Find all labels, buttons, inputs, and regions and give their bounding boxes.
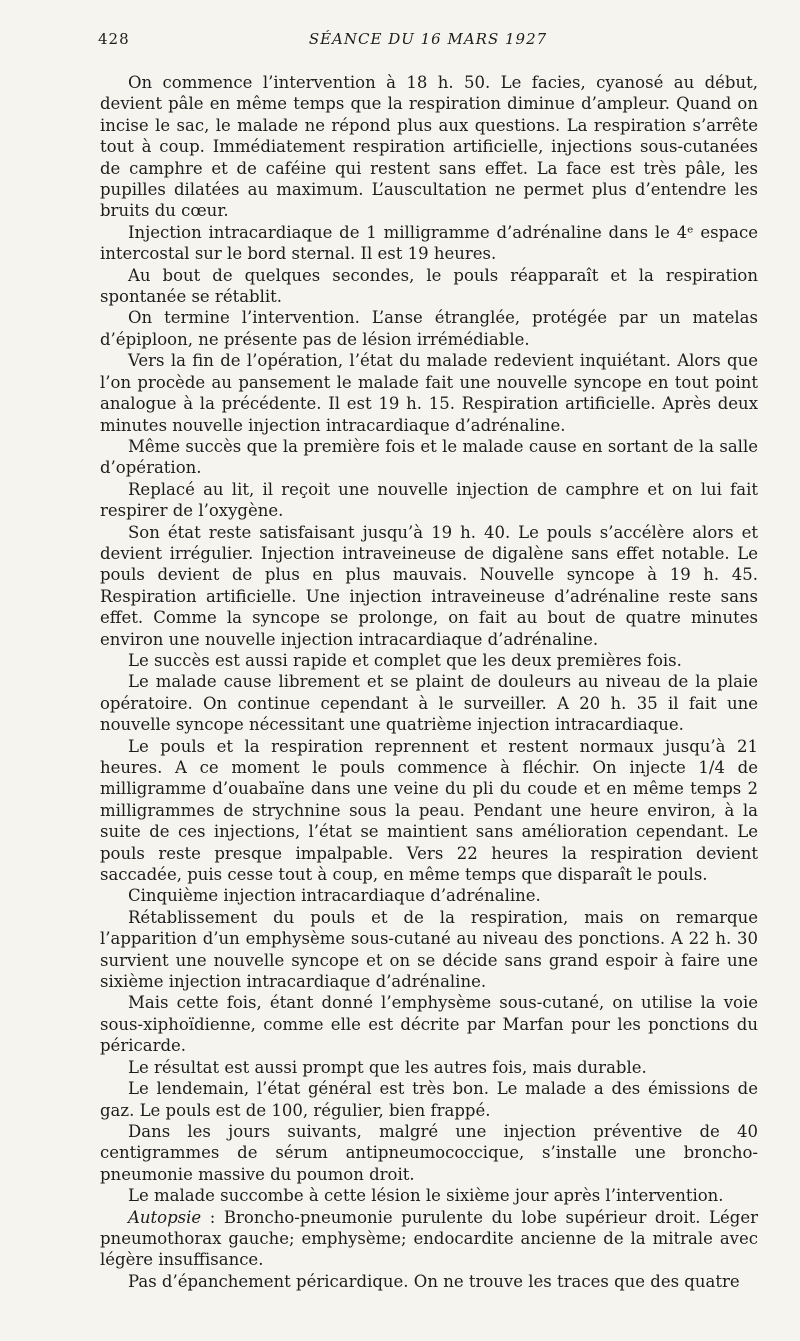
paragraph: Au bout de quelques secondes, le pouls réapparaît et la respiration spontanée se rétablit. xyxy=(100,265,758,307)
autopsy-paragraph xyxy=(100,1207,758,1271)
page-header xyxy=(98,30,758,52)
paragraph: Son état reste satisfaisant jusqu’à 19 h. 40. Le pouls s’accélère alors et devient irrégulier. Injection intraveineuse de digalène sans effet notable. Le pouls devient de plus en plus mauvais. Nouvelle syncope à 19 h. 45. Respiration artificielle. Une injection intraveineuse d’adrénaline reste sans effet. Comme la syncope se prolonge, on fait au bout de quatre minutes environ une nouvelle injection intracardiaque d’adrénaline. xyxy=(100,522,758,649)
running-title: SÉANCE DU 16 MARS 1927 xyxy=(308,30,548,48)
paragraph: Rétablissement du pouls et de la respiration, mais on remarque l’apparition d’un emphysème sous-cutané au niveau des ponctions. A 22 h. 30 survient une nouvelle syncope et on se décide sans grand espoir à faire une sixième injection intracardiaque d’adrénaline. xyxy=(100,907,758,992)
autopsy-label: Autopsie xyxy=(128,1207,202,1227)
autopsy-text: : Broncho-pneumonie purulente du lobe supérieur droit. Léger pneumothorax gauche; emphysème; endocardite ancienne de la mitrale avec légère insuffisance. xyxy=(100,1207,758,1270)
paragraph: Pas d’épanchement péricardique. On ne trouve les traces que des quatre xyxy=(128,1271,740,1291)
page-number: 428 xyxy=(98,30,130,48)
paragraph: Cinquième injection intracardiaque d’adrénaline. xyxy=(128,886,541,906)
paragraph: On termine l’intervention. L’anse étranglée, protégée par un matelas d’épiploon, ne présente pas de lésion irrémédiable. xyxy=(100,308,758,349)
paragraph: Dans les jours suivants, malgré une injection préventive de 40 centigrammes de sérum antipneumococcique, s’installe une broncho-pneumonie massive du poumon droit. xyxy=(100,1121,758,1184)
paragraph: Replacé au lit, il reçoit une nouvelle injection de camphre et on lui fait respirer de l’oxygène. xyxy=(100,479,758,521)
paragraph: Le résultat est aussi prompt que les autres fois, mais durable. xyxy=(128,1057,647,1077)
paragraph: Vers la fin de l’opération, l’état du malade redevient inquiétant. Alors que l’on procède au pansement le malade fait une nouvelle syncope en tout point analogue à la précédente. Il est 19 h. 15. Respiration artificielle. Après deux minutes nouvelle injection intracardiaque d’adrénaline. xyxy=(100,351,758,435)
paragraph: Mais cette fois, étant donné l’emphysème sous-cutané, on utilise la voie sous-xiphoïdienne, comme elle est décrite par Marfan pour les ponctions du péricarde. xyxy=(100,993,758,1056)
paragraph: Injection intracardiaque de 1 milligramme d’adrénaline dans le 4ᵉ espace intercostal sur le bord sternal. Il est 19 heures. xyxy=(100,222,758,264)
paragraph: On commence l’intervention à 18 h. 50. Le facies, cyanosé au début, devient pâle en même temps que la respiration diminue d’ampleur. Quand on incise le sac, le malade ne répond plus aux questions. La respiration s’arrête tout à coup. Immédiatement respiration artificielle, injections sous-cutanées de camphre et de caféine qui restent sans effet. La face est très pâle, les pupilles dilatées au maximum. L’auscultation ne permet plus d’entendre les bruits du cœur. xyxy=(100,73,758,221)
paragraph: Le malade succombe à cette lésion le sixième jour après l’intervention. xyxy=(128,1186,724,1206)
paragraph: Le malade cause librement et se plaint de douleurs au niveau de la plaie opératoire. On continue cependant à le surveiller. A 20 h. 35 il fait une nouvelle syncope nécessitant une quatrième injection intracardiaque. xyxy=(100,672,758,735)
paragraph: Même succès que la première fois et le malade cause en sortant de la salle d’opération. xyxy=(100,436,758,478)
paragraph: Le pouls et la respiration reprennent et restent normaux jusqu’à 21 heures. A ce moment le pouls commence à fléchir. On injecte 1/4 de milligramme d’ouabaïne dans une veine du pli du coude et en même temps 2 milligrammes de strychnine sous la peau. Pendant une heure environ, à la suite de ces injections, l’état se maintient sans amélioration cependant. Le pouls reste presque impalpable. Vers 22 heures la respiration devient saccadée, puis cesse tout à coup, en même temps que disparaît le pouls. xyxy=(100,736,758,885)
body-text xyxy=(100,72,758,1292)
paragraph: Le lendemain, l’état général est très bon. Le malade a des émissions de gaz. Le pouls est de 100, régulier, bien frappé. xyxy=(100,1079,758,1120)
paragraph: Le succès est aussi rapide et complet que les deux premières fois. xyxy=(128,650,682,670)
